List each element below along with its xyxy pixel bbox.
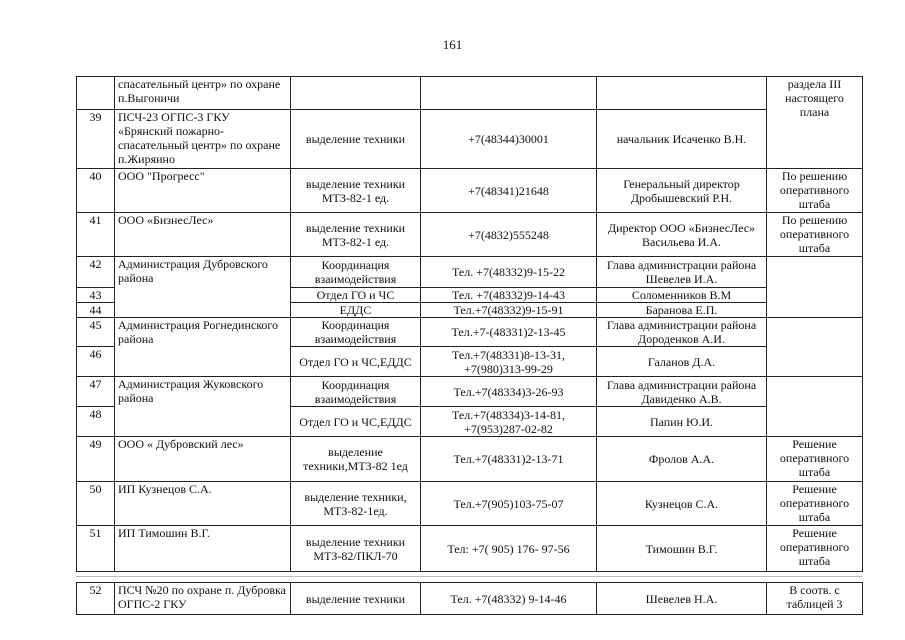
row-number: 50 bbox=[77, 482, 115, 526]
contacts-table-section bbox=[76, 76, 863, 572]
organization-cell: ООО "Прогресс" bbox=[115, 169, 291, 213]
role-cell: Отдел ГО и ЧС,ЕДДС bbox=[291, 407, 421, 437]
row-number bbox=[77, 77, 115, 110]
organization-cell: Администрация Рогнединского района bbox=[115, 318, 291, 377]
organization-cell: Администрация Жуковского района bbox=[115, 377, 291, 437]
person-cell: Глава администрации района Дороденков А.И. bbox=[597, 318, 767, 347]
phone-cell: Тел. +7(48332) 9-14-46 bbox=[421, 583, 597, 615]
table-row bbox=[77, 526, 863, 572]
row-number: 52 bbox=[77, 583, 115, 615]
table-row bbox=[77, 377, 863, 407]
person-cell: Фролов А.А. bbox=[597, 437, 767, 482]
page-cut-line bbox=[76, 576, 862, 577]
role-cell: выделение техники, МТЗ-82-1ед. bbox=[291, 482, 421, 526]
row-number: 41 bbox=[77, 213, 115, 257]
role-cell: выделение техники bbox=[291, 583, 421, 615]
organization-cell: ПСЧ-23 ОГПС-3 ГКУ «Брянский пожарно-спасательный центр» по охране п.Жиряино bbox=[115, 110, 291, 169]
role-cell: выделение техники bbox=[291, 110, 421, 169]
role-cell: Отдел ГО и ЧС,ЕДДС bbox=[291, 347, 421, 377]
person-cell: Глава администрации района Давиденко А.В. bbox=[597, 377, 767, 407]
table-row bbox=[77, 257, 863, 288]
note-cell: По решению оперативного штаба bbox=[767, 169, 863, 213]
role-cell: Координация взаимодействия bbox=[291, 257, 421, 288]
organization-cell: ООО «БизнесЛес» bbox=[115, 213, 291, 257]
table-row bbox=[77, 482, 863, 526]
person-cell: Папин Ю.И. bbox=[597, 407, 767, 437]
note-cell bbox=[767, 377, 863, 437]
phone-cell: +7(4832)555248 bbox=[421, 213, 597, 257]
table-row bbox=[77, 213, 863, 257]
phone-cell: +7(48344)30001 bbox=[421, 110, 597, 169]
note-cell: Решение оперативного штаба bbox=[767, 482, 863, 526]
table-row bbox=[77, 318, 863, 347]
role-cell: Координация взаимодействия bbox=[291, 377, 421, 407]
row-number: 42 bbox=[77, 257, 115, 288]
note-cell: В соотв. с таблицей 3 bbox=[767, 583, 863, 615]
note-cell: По решению оперативного штаба bbox=[767, 213, 863, 257]
table-row bbox=[77, 437, 863, 482]
organization-cell: ПСЧ №20 по охране п. Дубровка ОГПС-2 ГКУ bbox=[115, 583, 291, 615]
note-cell: Решение оперативного штаба bbox=[767, 526, 863, 572]
person-cell bbox=[597, 77, 767, 110]
contacts-table-tail bbox=[76, 582, 863, 615]
person-cell: Директор ООО «БизнесЛес» Васильева И.А. bbox=[597, 213, 767, 257]
note-cell bbox=[767, 318, 863, 377]
phone-cell: Тел.+7(48334)3-26-93 bbox=[421, 377, 597, 407]
role-cell: выделение техники,МТЗ-82 1ед bbox=[291, 437, 421, 482]
person-cell: Шевелев Н.А. bbox=[597, 583, 767, 615]
phone-cell: Тел.+7(48332)9-15-91 bbox=[421, 303, 597, 318]
person-cell: Соломенников В.М bbox=[597, 288, 767, 303]
person-cell: Баранова Е.П. bbox=[597, 303, 767, 318]
contacts-table bbox=[76, 76, 863, 572]
table-row bbox=[77, 77, 863, 110]
row-number: 39 bbox=[77, 110, 115, 169]
note-cell: раздела III настоящего плана bbox=[767, 77, 863, 169]
organization-cell: ИП Тимошин В.Г. bbox=[115, 526, 291, 572]
row-number: 43 bbox=[77, 288, 115, 303]
role-cell: Координация взаимодействия bbox=[291, 318, 421, 347]
role-cell: Отдел ГО и ЧС bbox=[291, 288, 421, 303]
row-number: 46 bbox=[77, 347, 115, 377]
row-number: 51 bbox=[77, 526, 115, 572]
role-cell bbox=[291, 77, 421, 110]
role-cell: выделение техники МТЗ-82-1 ед. bbox=[291, 169, 421, 213]
row-number: 48 bbox=[77, 407, 115, 437]
row-number: 44 bbox=[77, 303, 115, 318]
row-number: 45 bbox=[77, 318, 115, 347]
table-row bbox=[77, 583, 863, 615]
phone-cell: Тел.+7(48334)3-14-81, +7(953)287-02-82 bbox=[421, 407, 597, 437]
role-cell: ЕДДС bbox=[291, 303, 421, 318]
phone-cell: Тел.+7(48331)8-13-31, +7(980)313-99-29 bbox=[421, 347, 597, 377]
row-number: 47 bbox=[77, 377, 115, 407]
organization-cell: спасательный центр» по охране п.Выгоничи bbox=[115, 77, 291, 110]
person-cell: Кузнецов С.А. bbox=[597, 482, 767, 526]
role-cell: выделение техники МТЗ-82/ПКЛ-70 bbox=[291, 526, 421, 572]
note-cell: Решение оперативного штаба bbox=[767, 437, 863, 482]
table-row bbox=[77, 110, 863, 169]
organization-cell: ООО « Дубровский лес» bbox=[115, 437, 291, 482]
person-cell: Тимошин В.Г. bbox=[597, 526, 767, 572]
phone-cell: Тел.+7(905)103-75-07 bbox=[421, 482, 597, 526]
phone-cell: Тел: +7( 905) 176- 97-56 bbox=[421, 526, 597, 572]
phone-cell: +7(48341)21648 bbox=[421, 169, 597, 213]
table-row bbox=[77, 169, 863, 213]
note-cell bbox=[767, 257, 863, 318]
row-number: 40 bbox=[77, 169, 115, 213]
person-cell: начальник Исаченко В.Н. bbox=[597, 110, 767, 169]
phone-cell bbox=[421, 77, 597, 110]
phone-cell: Тел.+7(48331)2-13-71 bbox=[421, 437, 597, 482]
row-number: 49 bbox=[77, 437, 115, 482]
phone-cell: Тел. +7(48332)9-14-43 bbox=[421, 288, 597, 303]
page-number: 161 bbox=[442, 37, 463, 52]
contacts-table-continued bbox=[76, 582, 863, 615]
organization-cell: Администрация Дубровского района bbox=[115, 257, 291, 318]
phone-cell: Тел.+7-(48331)2-13-45 bbox=[421, 318, 597, 347]
organization-cell: ИП Кузнецов С.А. bbox=[115, 482, 291, 526]
role-cell: выделение техники МТЗ-82-1 ед. bbox=[291, 213, 421, 257]
phone-cell: Тел. +7(48332)9-15-22 bbox=[421, 257, 597, 288]
person-cell: Генеральный директор Дробышевский Р.Н. bbox=[597, 169, 767, 213]
person-cell: Глава администрации района Шевелев И.А. bbox=[597, 257, 767, 288]
person-cell: Галанов Д.А. bbox=[597, 347, 767, 377]
